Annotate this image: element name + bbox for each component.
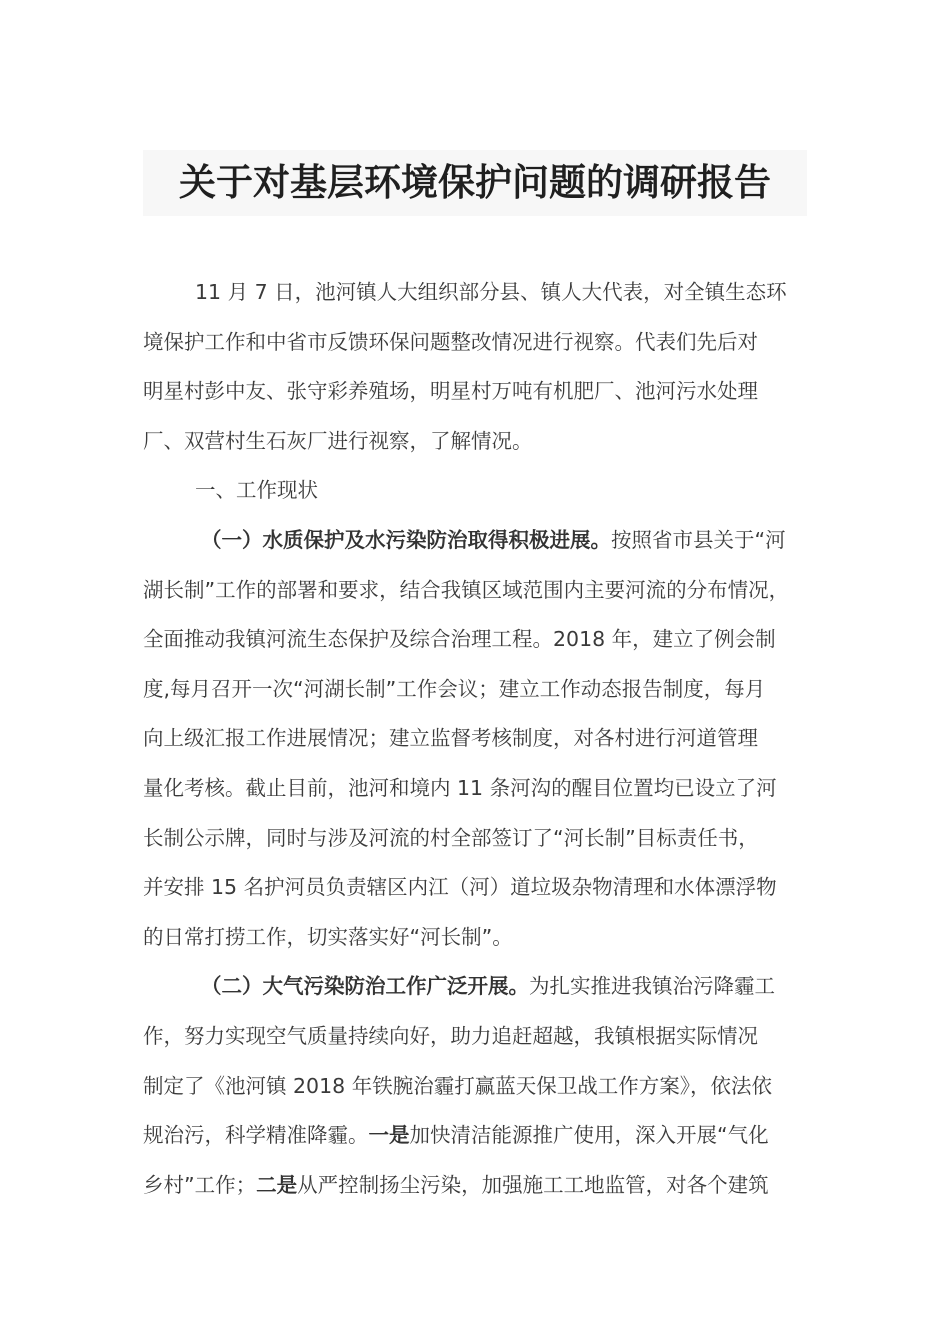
paragraph-text: 加快清洁能源推广使用，深入开展“气化 — [409, 1123, 769, 1148]
paragraph-line: 11 月 7 日，池河镇人大组织部分县、镇人大代表，对全镇生态环 — [195, 280, 787, 304]
title-band — [143, 150, 807, 216]
paragraph-text: 规治污，科学精准降霾。 — [143, 1123, 369, 1148]
paragraph-line: 湖长制”工作的部署和要求，结合我镇区域范围内主要河流的分布情况， — [143, 577, 790, 602]
subsection-line — [143, 962, 807, 1012]
paragraph-line — [143, 1111, 807, 1161]
paragraph-line: 度,每月召开一次“河湖长制”工作会议；建立工作动态报告制度，每月 — [143, 676, 766, 701]
paragraph-line: 明星村彭中友、张守彩养殖场，明星村万吨有机肥厂、池河污水处理 — [143, 379, 758, 404]
subsection-line — [143, 516, 807, 566]
paragraph-line: 向上级汇报工作进展情况；建立监督考核制度，对各村进行河道管理 — [143, 726, 758, 751]
document-title: 关于对基层环境保护问题的调研报告 — [179, 161, 771, 204]
subsection-heading: （一）水质保护及水污染防治取得积极进展。 — [201, 527, 611, 552]
paragraph-text: 乡村”工作； — [143, 1172, 257, 1197]
paragraph-line: 作，努力实现空气质量持续向好，助力追赶超越，我镇根据实际情况 — [143, 1023, 758, 1048]
paragraph-line: 全面推动我镇河流生态保护及综合治理工程。2018 年，建立了例会制 — [143, 627, 776, 652]
paragraph-line: 的日常打捞工作，切实落实好“河长制”。 — [143, 924, 513, 949]
paragraph-line: 并安排 15 名护河员负责辖区内江（河）道垃圾杂物清理和水体漂浮物 — [143, 875, 777, 900]
subsection-heading: （二）大气污染防治工作广泛开展。 — [201, 974, 529, 999]
paragraph-text: 按照省市县关于“河 — [611, 527, 786, 552]
paragraph-line: 长制公示牌，同时与涉及河流的村全部签订了“河长制”目标责任书， — [143, 825, 759, 850]
paragraph-line — [143, 1161, 807, 1211]
document-body — [143, 268, 807, 1210]
paragraph-line: 制定了《池河镇 2018 年铁腕治霾打赢蓝天保卫战工作方案》，依法依 — [143, 1073, 772, 1098]
section-heading: 一、工作现状 — [195, 478, 318, 503]
paragraph-line: 境保护工作和中省市反馈环保问题整改情况进行视察。代表们先后对 — [143, 329, 758, 354]
bold-marker: 一是 — [368, 1123, 410, 1148]
paragraph-text: 为扎实推进我镇治污降霾工 — [529, 974, 775, 999]
bold-marker: 二是 — [256, 1172, 298, 1197]
paragraph-line: 厂、双营村生石灰厂进行视察，了解情况。 — [143, 428, 533, 453]
paragraph-line: 量化考核。截止目前，池河和境内 11 条河沟的醒目位置均已设立了河 — [143, 775, 777, 800]
paragraph-text: 从严控制扬尘污染，加强施工工地监管，对各个建筑 — [297, 1172, 769, 1197]
